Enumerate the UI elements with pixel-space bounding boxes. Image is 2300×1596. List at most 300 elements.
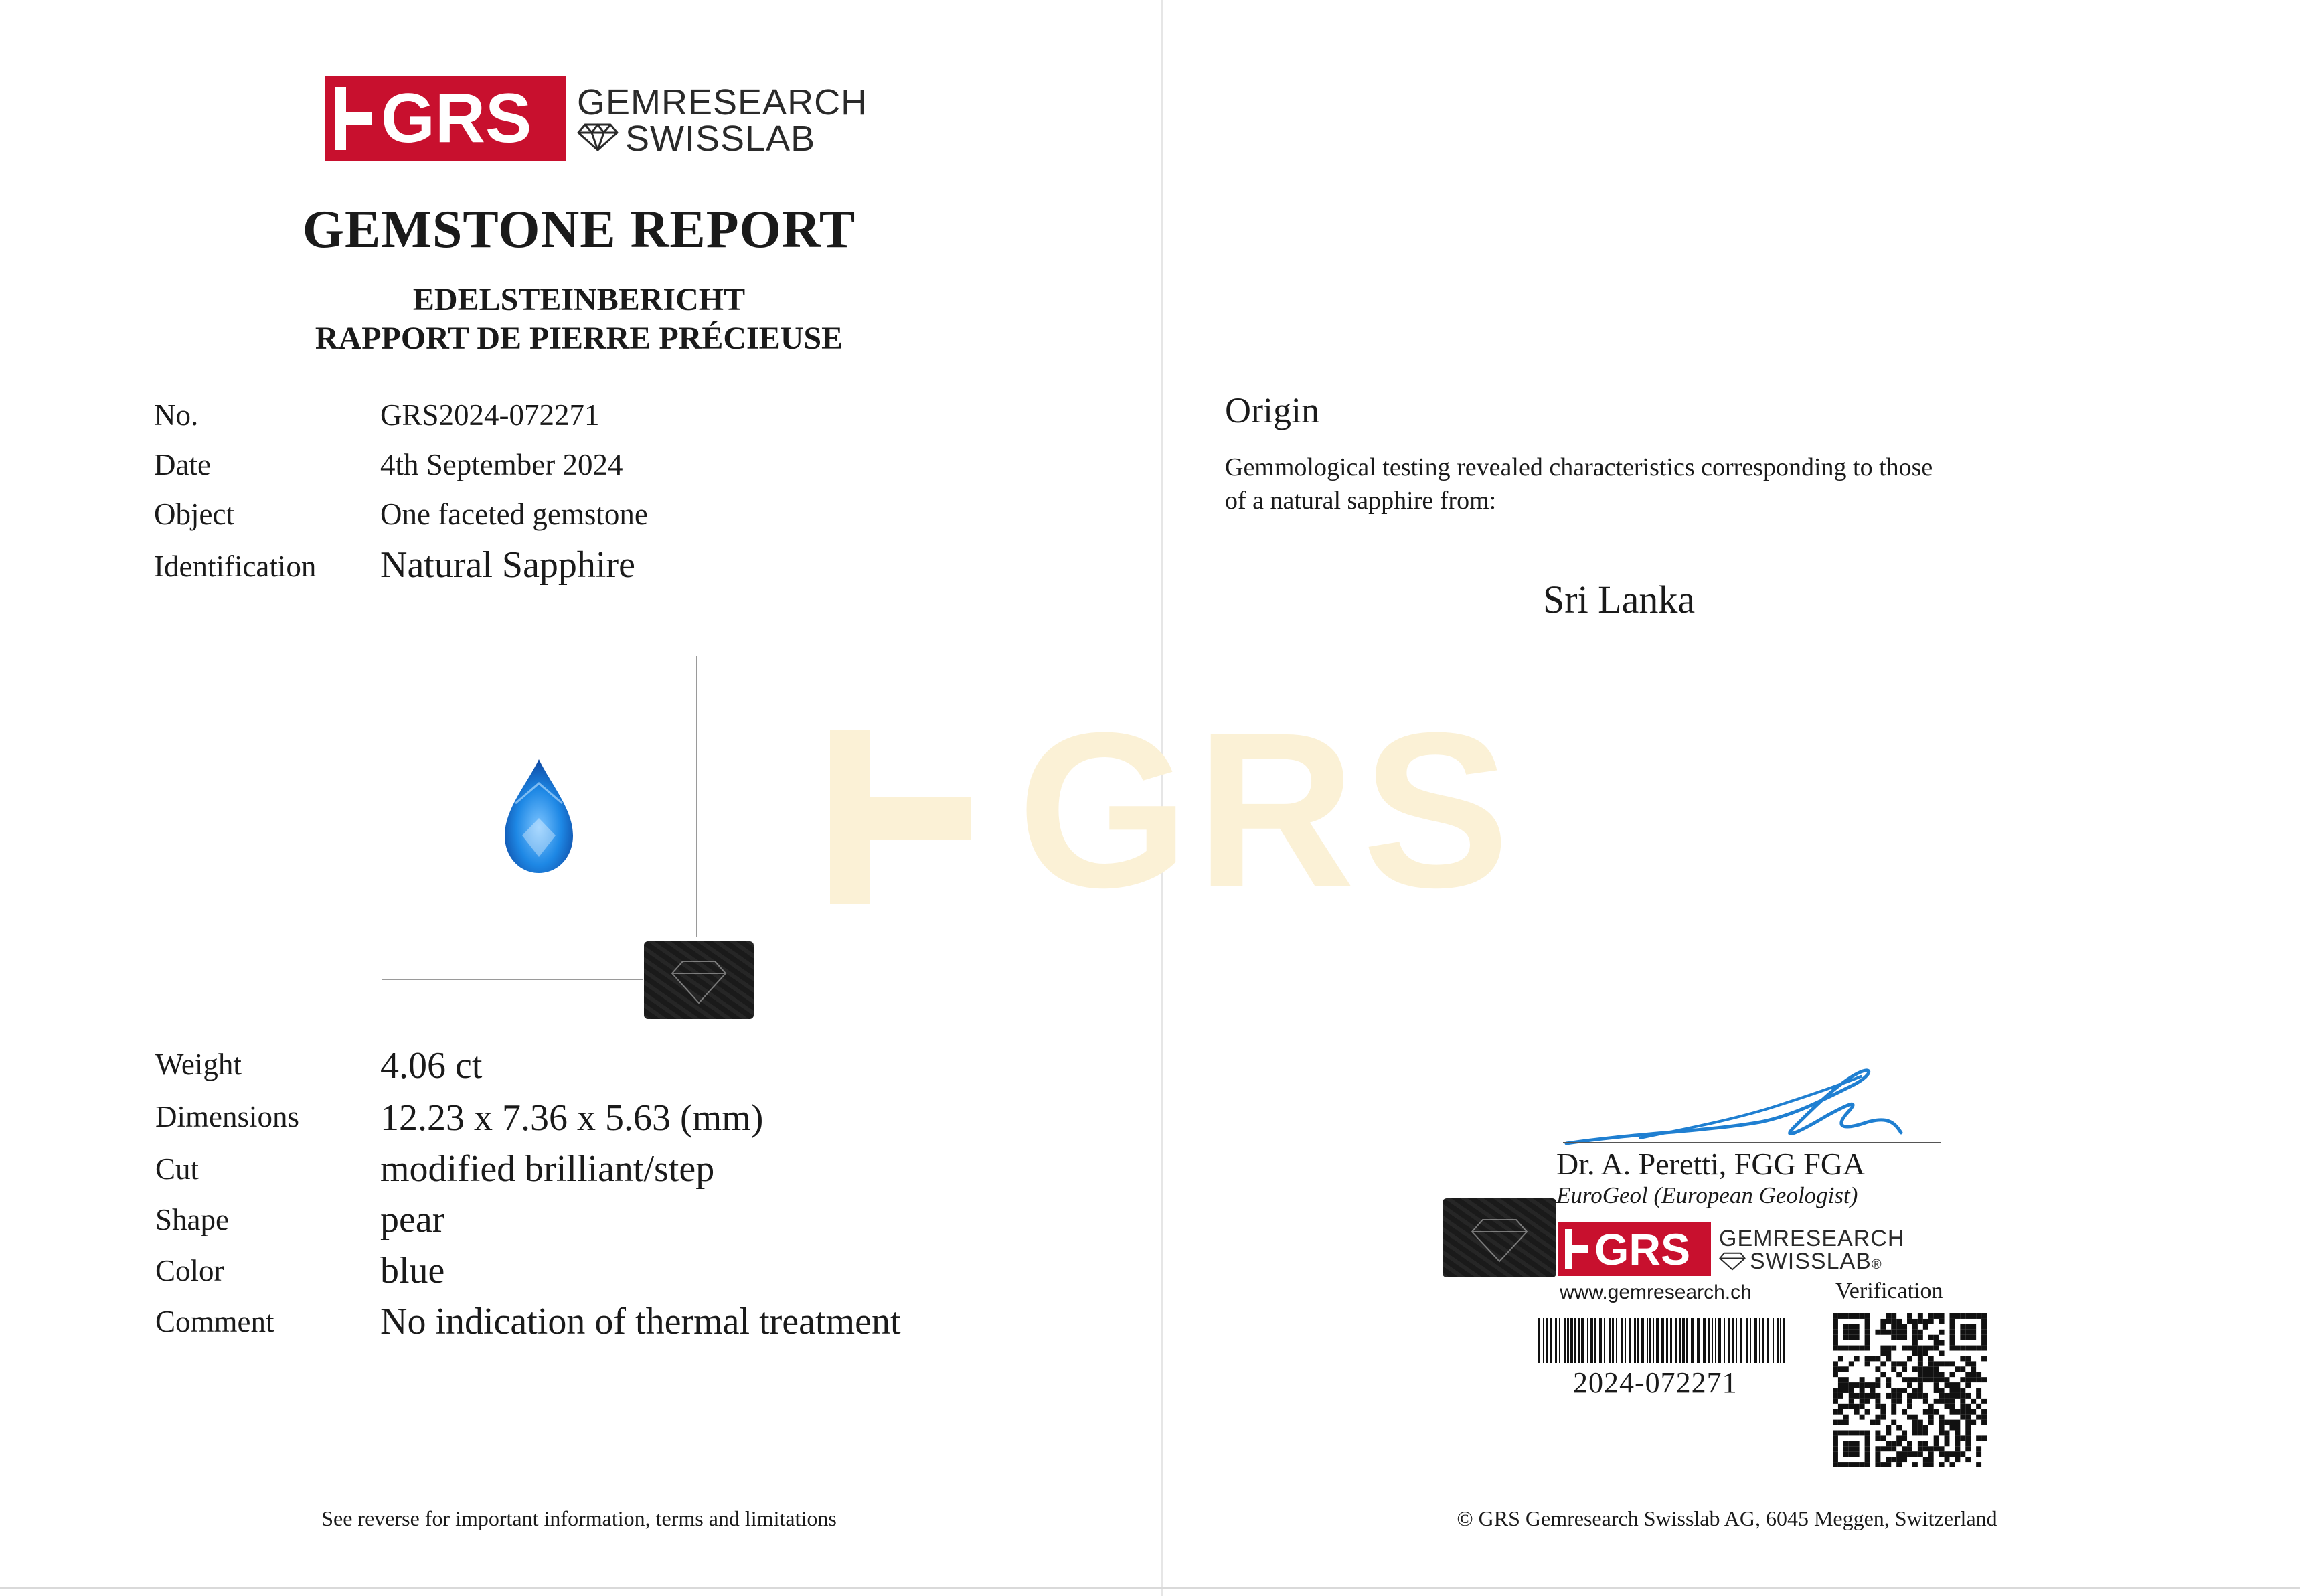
qr-finder-cell <box>1854 1346 1860 1351</box>
qr-finder-cell <box>1865 1340 1870 1346</box>
qr-module <box>1923 1319 1928 1324</box>
qr-module <box>1945 1457 1950 1462</box>
barcode-bar <box>1670 1318 1672 1363</box>
qr-module <box>1912 1335 1918 1340</box>
qr-module <box>1875 1462 1880 1467</box>
barcode-bar <box>1625 1318 1626 1363</box>
qr-module <box>1934 1313 1939 1319</box>
qr-finder-cell <box>1865 1435 1870 1441</box>
qr-finder-cell <box>1854 1462 1860 1467</box>
qr-module <box>1955 1388 1960 1393</box>
qr-module <box>1907 1356 1912 1361</box>
qr-module <box>1891 1420 1896 1425</box>
qr-module <box>1891 1366 1896 1372</box>
qr-module <box>1896 1388 1902 1393</box>
qr-module <box>1860 1393 1865 1399</box>
qr-module <box>1923 1366 1928 1372</box>
qr-module <box>1918 1446 1923 1451</box>
barcode-bar <box>1574 1318 1576 1363</box>
qr-module <box>1923 1462 1928 1467</box>
qr-module <box>1875 1430 1880 1435</box>
qr-module <box>1945 1430 1950 1435</box>
qr-module <box>1928 1420 1934 1425</box>
barcode-bar <box>1703 1318 1706 1363</box>
qr-module <box>1945 1399 1950 1404</box>
barcode-bar <box>1777 1318 1779 1363</box>
qr-module <box>1965 1420 1971 1425</box>
qr-module <box>1945 1435 1950 1441</box>
website-link[interactable]: www.gemresearch.ch <box>1560 1281 1752 1303</box>
barcode-bar <box>1564 1318 1566 1363</box>
qr-module <box>1870 1356 1876 1361</box>
qr-module <box>1886 1356 1891 1361</box>
barcode-bar <box>1647 1318 1648 1363</box>
qr-module <box>1976 1372 1981 1377</box>
qr-module <box>1955 1393 1960 1399</box>
qr-module <box>1965 1435 1971 1441</box>
qr-finder-cell <box>1854 1313 1860 1319</box>
qr-module <box>1918 1420 1923 1425</box>
qr-finder-cell <box>1965 1330 1971 1335</box>
qr-finder-cell <box>1833 1446 1838 1451</box>
qr-module <box>1912 1415 1918 1420</box>
qr-module <box>1965 1356 1971 1361</box>
qr-finder-cell <box>1965 1335 1971 1340</box>
qr-module <box>1981 1356 1987 1361</box>
barcode-bar <box>1736 1318 1737 1363</box>
qr-module <box>1918 1366 1923 1372</box>
qr-module <box>1907 1382 1912 1388</box>
qr-module <box>1891 1399 1896 1404</box>
registered-mark: ® <box>1871 1257 1882 1272</box>
qr-finder-cell <box>1981 1324 1987 1330</box>
qr-module <box>1875 1415 1880 1420</box>
qr-finder-cell <box>1849 1324 1854 1330</box>
qr-module <box>1875 1457 1880 1462</box>
qr-module <box>1918 1377 1923 1382</box>
qr-finder-cell <box>1838 1430 1843 1435</box>
qr-finder-cell <box>1843 1446 1849 1451</box>
qr-finder-cell <box>1949 1335 1955 1340</box>
qr-module <box>1849 1388 1854 1393</box>
qr-finder-cell <box>1981 1340 1987 1346</box>
qr-module <box>1976 1462 1981 1467</box>
qr-module <box>1891 1346 1896 1351</box>
qr-module <box>1860 1377 1865 1382</box>
report-title: GEMSTONE REPORT <box>302 200 856 259</box>
qr-module <box>1902 1361 1907 1366</box>
barcode-bar <box>1609 1318 1611 1363</box>
qr-module <box>1976 1446 1981 1451</box>
value-cut: modified brilliant/step <box>380 1148 715 1190</box>
qr-module <box>1960 1366 1965 1372</box>
qr-module <box>1934 1335 1939 1340</box>
qr-module <box>1875 1393 1880 1399</box>
qr-module <box>1886 1457 1891 1462</box>
qr-finder-cell <box>1865 1346 1870 1351</box>
qr-module <box>1880 1435 1886 1441</box>
qr-finder-cell <box>1865 1446 1870 1451</box>
qr-module <box>1928 1451 1934 1457</box>
qr-finder-cell <box>1865 1330 1870 1335</box>
qr-finder-cell <box>1971 1324 1976 1330</box>
qr-module <box>1934 1388 1939 1393</box>
qr-module <box>1955 1409 1960 1415</box>
qr-module <box>1891 1330 1896 1335</box>
qr-module <box>1923 1377 1928 1382</box>
qr-module <box>1976 1435 1981 1441</box>
qr-module <box>1891 1324 1896 1330</box>
qr-module <box>1923 1351 1928 1356</box>
qr-module <box>1949 1425 1955 1431</box>
qr-module <box>1880 1319 1886 1324</box>
qr-module <box>1918 1372 1923 1377</box>
qr-module <box>1934 1377 1939 1382</box>
qr-module <box>1981 1377 1987 1382</box>
qr-module <box>1934 1361 1939 1366</box>
qr-finder-cell <box>1955 1346 1960 1351</box>
qr-module <box>1939 1462 1945 1467</box>
qr-module <box>1896 1372 1902 1377</box>
origin-text-line-2: of a natural sapphire from: <box>1225 487 1497 515</box>
barcode-bar <box>1728 1318 1730 1363</box>
qr-module <box>1860 1415 1865 1420</box>
qr-module <box>1918 1451 1923 1457</box>
value-date: 4th September 2024 <box>380 448 623 481</box>
qr-finder-cell <box>1971 1346 1976 1351</box>
qr-module <box>1896 1324 1902 1330</box>
photo-guide-vertical <box>696 656 697 937</box>
qr-module <box>1965 1409 1971 1415</box>
value-comment: No indication of thermal treatment <box>380 1301 901 1342</box>
signer-name: Dr. A. Peretti, FGG FGA <box>1556 1147 1866 1181</box>
qr-finder-cell <box>1981 1313 1987 1319</box>
barcode-bar <box>1712 1318 1713 1363</box>
qr-module <box>1886 1393 1891 1399</box>
qr-module <box>1928 1366 1934 1372</box>
qr-module <box>1902 1435 1907 1441</box>
qr-module <box>1838 1420 1843 1425</box>
qr-finder-cell <box>1833 1330 1838 1335</box>
qr-module <box>1971 1420 1976 1425</box>
qr-module <box>1880 1330 1886 1335</box>
qr-finder-cell <box>1949 1324 1955 1330</box>
qr-finder-cell <box>1981 1335 1987 1340</box>
qr-finder-cell <box>1960 1330 1965 1335</box>
qr-module <box>1928 1335 1934 1340</box>
qr-finder-cell <box>1981 1319 1987 1324</box>
qr-module <box>1960 1388 1965 1393</box>
qr-module <box>1907 1446 1912 1451</box>
qr-module <box>1896 1393 1902 1399</box>
qr-module <box>1939 1430 1945 1435</box>
barcode-bar <box>1780 1318 1781 1363</box>
qr-module <box>1912 1319 1918 1324</box>
qr-module <box>1928 1457 1934 1462</box>
hologram-small-diamond-icon <box>1443 1198 1556 1277</box>
qr-module <box>1902 1409 1907 1415</box>
qr-module <box>1838 1356 1843 1361</box>
qr-module <box>1860 1382 1865 1388</box>
label-no: No. <box>154 398 199 432</box>
qr-module <box>1860 1399 1865 1404</box>
signer-title: EuroGeol (European Geologist) <box>1556 1182 1858 1208</box>
qr-module <box>1955 1382 1960 1388</box>
value-weight: 4.06 ct <box>380 1045 483 1087</box>
qr-module <box>1886 1346 1891 1351</box>
qr-finder-cell <box>1860 1462 1865 1467</box>
qr-module <box>1949 1388 1955 1393</box>
grs-logo-text: GRS <box>381 80 532 157</box>
qr-module <box>1960 1409 1965 1415</box>
qr-module <box>1907 1404 1912 1409</box>
label-cut: Cut <box>155 1152 199 1186</box>
qr-module <box>1865 1382 1870 1388</box>
grs-logo-small-box <box>1558 1222 1711 1276</box>
qr-module <box>1838 1377 1843 1382</box>
qr-module <box>1891 1457 1896 1462</box>
photo-guide-horizontal <box>382 979 643 980</box>
qr-module <box>1880 1462 1886 1467</box>
qr-module <box>1928 1377 1934 1382</box>
qr-module <box>1886 1462 1891 1467</box>
qr-module <box>1918 1382 1923 1388</box>
qr-module <box>1896 1435 1902 1441</box>
qr-module <box>1875 1330 1880 1335</box>
qr-finder-cell <box>1833 1457 1838 1462</box>
qr-module <box>1918 1335 1923 1340</box>
barcode-bar <box>1762 1318 1764 1363</box>
qr-module <box>1934 1382 1939 1388</box>
qr-module <box>1912 1451 1918 1457</box>
barcode-bar <box>1546 1318 1548 1363</box>
qr-finder-cell <box>1849 1335 1854 1340</box>
qr-finder-cell <box>1971 1313 1976 1319</box>
qr-module <box>1875 1446 1880 1451</box>
barcode-bar <box>1567 1318 1569 1363</box>
qr-module <box>1880 1404 1886 1409</box>
qr-module <box>1912 1425 1918 1431</box>
qr-finder-cell <box>1976 1346 1981 1351</box>
qr-module <box>1838 1409 1843 1415</box>
qr-module <box>1833 1372 1838 1377</box>
qr-module <box>1843 1404 1849 1409</box>
qr-module <box>1918 1441 1923 1446</box>
barcode-bar <box>1740 1318 1742 1363</box>
qr-finder-cell <box>1981 1346 1987 1351</box>
qr-module <box>1880 1409 1886 1415</box>
hologram-seal <box>644 941 754 1019</box>
qr-finder-cell <box>1860 1313 1865 1319</box>
label-comment: Comment <box>155 1305 274 1338</box>
qr-finder-cell <box>1833 1451 1838 1457</box>
qr-module <box>1960 1435 1965 1441</box>
qr-module <box>1849 1404 1854 1409</box>
qr-finder-cell <box>1843 1324 1849 1330</box>
qr-finder-cell <box>1960 1335 1965 1340</box>
qr-module <box>1886 1313 1891 1319</box>
qr-module <box>1945 1382 1950 1388</box>
barcode-bar <box>1750 1318 1751 1363</box>
qr-module <box>1934 1346 1939 1351</box>
qr-module <box>1960 1399 1965 1404</box>
qr-module <box>1981 1399 1987 1404</box>
qr-module <box>1886 1319 1891 1324</box>
qr-module <box>1923 1430 1928 1435</box>
barcode <box>1538 1318 1785 1363</box>
qr-code[interactable] <box>1833 1313 1987 1467</box>
qr-module <box>1960 1404 1965 1409</box>
qr-module <box>1955 1435 1960 1441</box>
barcode-bar <box>1686 1318 1688 1363</box>
barcode-bar <box>1649 1318 1651 1363</box>
qr-module <box>1939 1330 1945 1335</box>
qr-module <box>1928 1319 1934 1324</box>
barcode-bar <box>1679 1318 1681 1363</box>
qr-module <box>1880 1446 1886 1451</box>
qr-finder-cell <box>1854 1430 1860 1435</box>
qr-module <box>1923 1441 1928 1446</box>
qr-finder-cell <box>1865 1457 1870 1462</box>
qr-module <box>1849 1361 1854 1366</box>
qr-finder-cell <box>1854 1335 1860 1340</box>
barcode-bar <box>1724 1318 1725 1363</box>
qr-module <box>1843 1415 1849 1420</box>
qr-finder-cell <box>1843 1430 1849 1435</box>
qr-finder-cell <box>1849 1462 1854 1467</box>
qr-module <box>1902 1388 1907 1393</box>
qr-module <box>1896 1441 1902 1446</box>
signature-line <box>1563 1142 1941 1143</box>
qr-module <box>1902 1446 1907 1451</box>
logo-small-swisslab-text: SWISSLAB <box>1750 1249 1872 1274</box>
qr-finder-cell <box>1833 1319 1838 1324</box>
qr-module <box>1939 1361 1945 1366</box>
barcode-bar <box>1773 1318 1774 1363</box>
qr-finder-cell <box>1949 1330 1955 1335</box>
qr-module <box>1891 1388 1896 1393</box>
qr-module <box>1918 1346 1923 1351</box>
qr-finder-cell <box>1865 1324 1870 1330</box>
qr-finder-cell <box>1971 1335 1976 1340</box>
qr-module <box>1907 1346 1912 1351</box>
qr-module <box>1838 1366 1843 1372</box>
qr-module <box>1928 1346 1934 1351</box>
qr-module <box>1838 1388 1843 1393</box>
qr-module <box>1976 1451 1981 1457</box>
qr-module <box>1939 1451 1945 1457</box>
qr-finder-cell <box>1838 1313 1843 1319</box>
qr-module <box>1945 1404 1950 1409</box>
qr-module <box>1907 1377 1912 1382</box>
barcode-bar <box>1746 1318 1748 1363</box>
qr-module <box>1880 1346 1886 1351</box>
qr-finder-cell <box>1865 1430 1870 1435</box>
qr-module <box>1838 1382 1843 1388</box>
qr-module <box>1923 1372 1928 1377</box>
qr-module <box>1912 1346 1918 1351</box>
qr-module <box>1875 1420 1880 1425</box>
barcode-bar <box>1550 1318 1552 1363</box>
qr-module <box>1960 1377 1965 1382</box>
qr-module <box>1960 1393 1965 1399</box>
qr-module <box>1976 1415 1981 1420</box>
qr-finder-cell <box>1854 1324 1860 1330</box>
qr-module <box>1875 1382 1880 1388</box>
qr-module <box>1939 1415 1945 1420</box>
qr-module <box>1955 1420 1960 1425</box>
qr-finder-cell <box>1833 1462 1838 1467</box>
logo-small-gemresearch: GEMRESEARCH <box>1719 1226 1905 1251</box>
qr-module <box>1902 1346 1907 1351</box>
qr-module <box>1865 1393 1870 1399</box>
qr-module <box>1928 1372 1934 1377</box>
qr-module <box>1907 1441 1912 1446</box>
qr-module <box>1981 1435 1987 1441</box>
barcode-bar <box>1656 1318 1659 1363</box>
qr-module <box>1854 1404 1860 1409</box>
qr-module <box>1886 1446 1891 1451</box>
qr-module <box>1838 1393 1843 1399</box>
qr-finder-cell <box>1833 1324 1838 1330</box>
qr-module <box>1949 1372 1955 1377</box>
qr-module <box>1912 1340 1918 1346</box>
qr-module <box>1902 1377 1907 1382</box>
qr-module <box>1918 1425 1923 1431</box>
barcode-bar <box>1675 1318 1677 1363</box>
qr-module <box>1886 1425 1891 1431</box>
barcode-bar <box>1581 1318 1584 1363</box>
barcode-bar <box>1708 1318 1710 1363</box>
qr-module <box>1865 1409 1870 1415</box>
barcode-bar <box>1754 1318 1757 1363</box>
qr-module <box>1928 1356 1934 1361</box>
barcode-bar <box>1682 1318 1685 1363</box>
qr-module <box>1902 1451 1907 1457</box>
qr-module <box>1854 1409 1860 1415</box>
qr-finder-cell <box>1860 1346 1865 1351</box>
qr-module <box>1971 1372 1976 1377</box>
qr-module <box>1891 1335 1896 1340</box>
qr-module <box>1928 1415 1934 1420</box>
barcode-bar <box>1604 1318 1605 1363</box>
barcode-bar <box>1590 1318 1593 1363</box>
qr-module <box>1891 1441 1896 1446</box>
qr-finder-cell <box>1865 1313 1870 1319</box>
qr-module <box>1955 1457 1960 1462</box>
qr-finder-cell <box>1960 1346 1965 1351</box>
qr-module <box>1875 1404 1880 1409</box>
qr-module <box>1912 1462 1918 1467</box>
qr-module <box>1843 1420 1849 1425</box>
qr-module <box>1928 1462 1934 1467</box>
qr-module <box>1918 1313 1923 1319</box>
qr-module <box>1896 1451 1902 1457</box>
barcode-bar <box>1634 1318 1636 1363</box>
logo-gemresearch: GEMRESEARCH <box>577 82 868 123</box>
qr-module <box>1833 1420 1838 1425</box>
qr-module <box>1934 1435 1939 1441</box>
qr-module <box>1860 1388 1865 1393</box>
qr-module <box>1896 1462 1902 1467</box>
barcode-number: 2024-072271 <box>1573 1366 1738 1399</box>
qr-module <box>1907 1393 1912 1399</box>
qr-finder-cell <box>1833 1441 1838 1446</box>
qr-module <box>1939 1377 1945 1382</box>
qr-module <box>1833 1361 1838 1366</box>
barcode-bar <box>1555 1318 1557 1363</box>
barcode-bar <box>1697 1318 1700 1363</box>
